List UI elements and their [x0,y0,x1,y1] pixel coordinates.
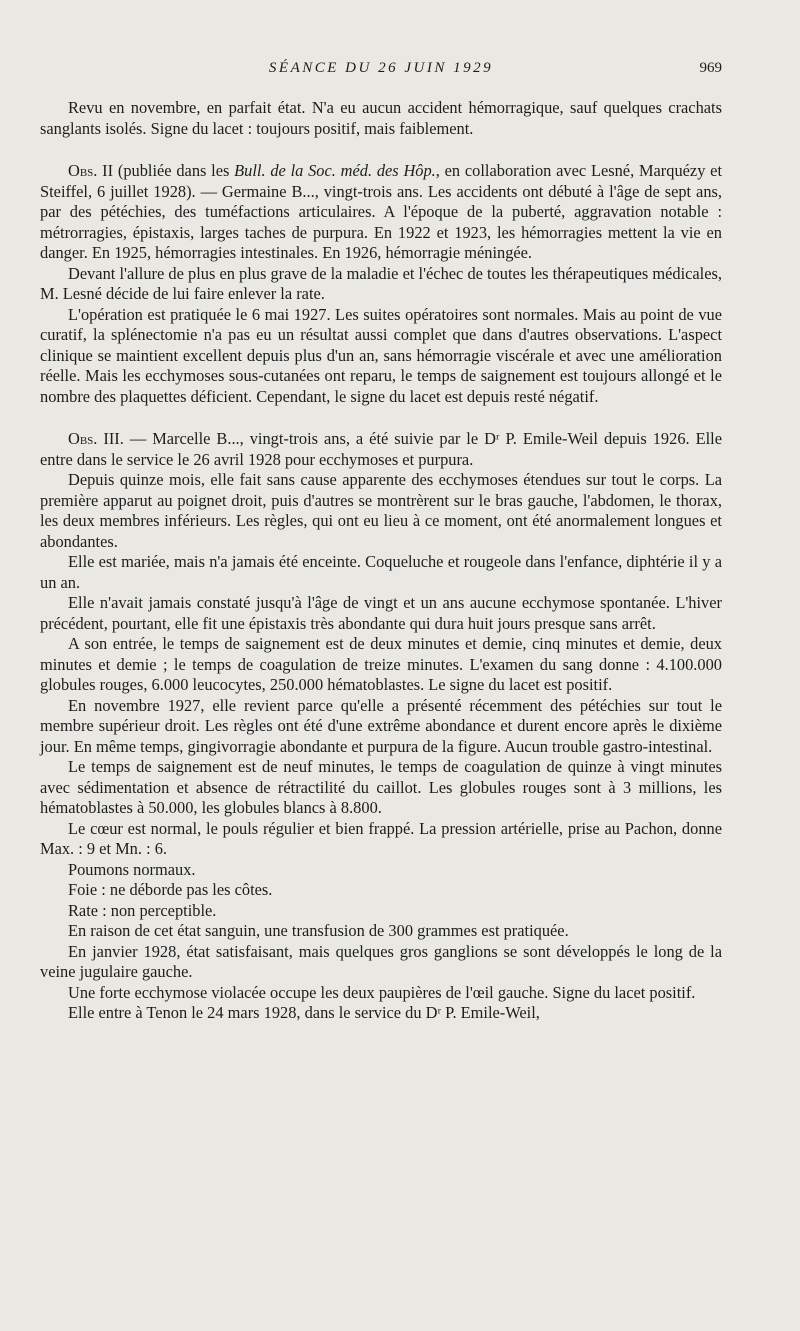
paragraph: En raison de cet état sanguin, une transfusion de 300 grammes est pratiquée. [68,921,569,940]
journal-citation: Bull. de la Soc. méd. des Hôp. [234,161,436,180]
paragraph: Le temps de saignement est de neuf minutes, le temps de coagulation de quinze à vingt minutes avec sédimentation et absence de rétractilité du caillot. Les globules rouges sont à 3 millions, les hématoblastes à 50.000, les globules blancs à 8.800. [40,757,722,817]
running-title: SÉANCE DU 26 JUIN 1929 [268,60,494,76]
paragraph: Poumons normaux. [68,859,196,879]
paragraph: A son entrée, le temps de saignement est de deux minutes et demie, cinq minutes et demie, deux minutes et demie ; le temps de coagulation de treize minutes. L'examen du sang donne : 4.100.000 globules rouges, 6.000 leucocytes, 250.000 hématoblastes. Le signe du lacet est positif. [40,634,722,694]
body-text [40,98,722,1024]
paragraph: En janvier 1928, état satisfaisant, mais quelques gros ganglions se sont développés le long de la veine jugulaire gauche. [40,941,722,981]
paragraph: Elle entre à Tenon le 24 mars 1928, dans le service du Dʳ P. Emile-Weil, [68,1003,540,1022]
paragraph: Depuis quinze mois, elle fait sans cause apparente des ecchymoses étendues sur tout le corps. La première apparut au poignet droit, puis d'autres se montrèrent sur le bras gauche, l'abdomen, le thorax, les deux membres inférieurs. Les règles, qui ont eu lieu à ce moment, ont été anormalement longues et abondantes. [40,470,722,551]
paragraph: Elle n'avait jamais constaté jusqu'à l'âge de vingt et un ans aucune ecchymose spontanée. L'hiver précédent, pourtant, elle fit une épistaxis très abondante qui dura huit jours presque sans arrêt. [40,593,722,633]
paragraph-obs-3 [40,429,722,470]
paragraph: Une forte ecchymose violacée occupe les deux paupières de l'œil gauche. Signe du lacet positif. [68,982,696,1002]
paragraph: Devant l'allure de plus en plus grave de la maladie et l'échec de toutes les thérapeutiques médicales, M. Lesné décide de lui faire enlever la rate. [40,263,722,303]
page-number: 969 [699,60,722,76]
paragraph-text: , en collaboration avec Lesné, Marquézy et Steiffel, 6 juillet 1928). — Germaine B..., vingt-trois ans. Les accidents ont débuté à l'âge de sept ans, par des pétéchies, des tuméfactions articulaires. A l'époque de la puberté, aggravation notable : métrorragies, épistaxis, larges taches de purpura. En 1922 et 1923, les hémorragies mettent la vie en danger. En 1925, hémorragies intestinales. En 1926, hémorragie méningée. [40,161,722,262]
paragraph-text: — Marcelle B..., vingt-trois ans, a été suivie par le Dʳ P. Emile-Weil depuis 1926. Elle entre dans le service le 26 avril 1928 pour ecchymoses et purpura. [40,429,722,469]
observation-label: Obs. II [68,161,114,180]
observation-label: Obs. III. [68,429,124,448]
paragraph: Foie : ne déborde pas les côtes. [68,880,273,899]
paragraph: Le cœur est normal, le pouls régulier et bien frappé. La pression artérielle, prise au Pachon, donne Max. : 9 et Mn. : 6. [40,818,722,858]
paragraph-lead: (publiée dans les [113,161,235,180]
paragraph: L'opération est pratiquée le 6 mai 1927. Les suites opératoires sont normales. Mais au point de vue curatif, la splénectomie n'a pas eu un résultat aussi complet que dans d'autres observations. L'aspect clinique se maintient excellent depuis plus d'un an, sans hémorragie viscérale et avec une amélioration réelle. Mais les ecchymoses sous-cutanées ont reparu, le temps de saignement est toujours allongé et le nombre des plaquettes déficient. Cependant, le signe du lacet est depuis resté négatif. [40,304,722,406]
paragraph: Elle est mariée, mais n'a jamais été enceinte. Coqueluche et rougeole dans l'enfance, diphtérie il y a un an. [40,552,722,592]
paragraph: Rate : non perceptible. [68,900,217,920]
paragraph: En novembre 1927, elle revient parce qu'elle a présenté récemment des pétéchies sur tout le membre supérieur droit. Les règles ont été d'une extrême abondance et durent encore après le dixième jour. En même temps, gingivorragie abondante et purpura de la figure. Aucun trouble gastro-intestinal. [40,695,722,756]
running-header [40,60,722,82]
paragraph-obs-2 [40,161,722,264]
paragraph: Revu en novembre, en parfait état. N'a eu aucun accident hémorragique, sauf quelques crachats sanglants isolés. Signe du lacet : toujours positif, mais faiblement. [40,98,722,138]
